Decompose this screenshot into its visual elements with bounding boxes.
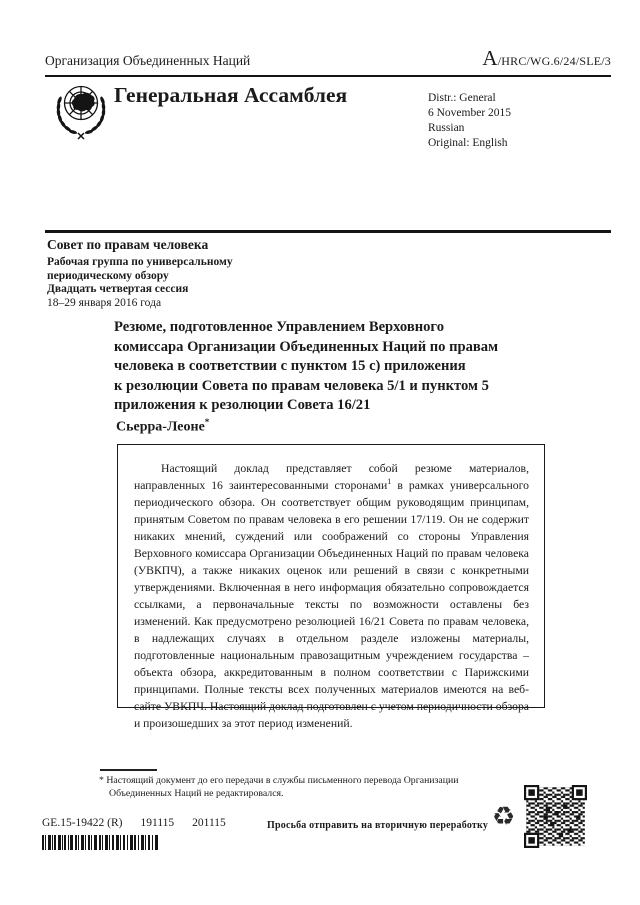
title-line: человека в соответствии с пунктом 15 c) приложения xyxy=(114,358,466,374)
working-group-line1: Рабочая группа по универсальному xyxy=(47,256,233,268)
session-block xyxy=(47,237,233,310)
header-divider-thick xyxy=(45,230,611,233)
footnote-text: Настоящий документ до его передачи в службы письменного перевода Организации Объединенных Наций не редактировался. xyxy=(103,775,459,799)
language-line: Russian xyxy=(428,122,465,134)
document-title xyxy=(114,318,604,416)
country-name: Сьерра-Леоне xyxy=(116,419,205,435)
footnote xyxy=(99,775,465,800)
summary-text-start: Настоящий доклад представляет собой резюме материалов, направленных 16 заинтересованными сторонами xyxy=(134,462,529,492)
barcode-image xyxy=(42,835,160,855)
un-emblem-icon xyxy=(52,80,110,147)
document-symbol xyxy=(482,46,611,70)
qr-code-image xyxy=(523,785,588,853)
recycle-icon: ♻ xyxy=(492,802,516,832)
session-number: Двадцать четвертая сессия xyxy=(47,283,189,295)
distr-line: Distr.: General xyxy=(428,92,496,104)
header-divider-thin xyxy=(45,75,611,77)
country-title xyxy=(116,417,209,436)
original-language-line: Original: English xyxy=(428,137,508,149)
doc-date2: 201115 xyxy=(192,817,226,829)
doc-id: GE.15-19422 (R) xyxy=(42,817,123,829)
recycle-notice: Просьба отправить на вторичную переработку xyxy=(267,820,489,831)
summary-box xyxy=(117,444,545,730)
working-group-line2: периодическому обзору xyxy=(47,269,169,282)
doc-date1: 191115 xyxy=(140,817,175,829)
footnote-marker: * xyxy=(99,775,104,786)
summary-paragraph xyxy=(134,460,529,732)
title-line: приложения к резолюции Совета 16/21 xyxy=(114,397,371,413)
header-top-row xyxy=(45,46,611,70)
summary-footnote-ref: 1 xyxy=(387,477,392,487)
document-id-line xyxy=(42,817,226,829)
country-footnote-marker: * xyxy=(204,417,210,427)
footnote-divider xyxy=(100,769,157,771)
session-dates: 18–29 января 2016 года xyxy=(47,296,162,309)
org-name: Организация Объединенных Наций xyxy=(45,53,251,68)
title-line: к резолюции Совета по правам человека 5/1 и пунктом 5 xyxy=(114,377,489,394)
document-symbol-rest: /HRC/WG.6/24/SLE/3 xyxy=(497,54,611,68)
document-symbol-initial: A xyxy=(482,46,498,70)
date-line: 6 November 2015 xyxy=(428,107,512,119)
summary-text-end: в рамках универсального периодического обзора. Он соответствует общим руководящим принципам, принятым Советом по правам человека в его решении 17/119. Он не содержит никаких мнений, суждений или соображений со стороны Управления Верховного комиссара Организации Объединенных Наций по правам человека (УВКПЧ), а также никаких оценок или решений в связи с конкретными утверждениями. Включенная в него информация обязательно сопровождается ссылками, а первоначальные тексты по возможности оставлены без изменений. Как предусмотрено резолюцией 16/21 Совета по правам человека, в надлежащих случаях в отдельном разделе изложены материалы, подготовленные национальным правозащитным учреждением государства – объекта обзора, аккредитованным в полном соответствии с Парижскими принципами. Полные тексты всех полученных материалов имеются на веб-сайте УВКПЧ. Настоящий доклад подготовлен с учетом периодичности обзора и произошедших за этот период изменений. xyxy=(134,479,529,730)
title-line: Резюме, подготовленное Управлением Верховного xyxy=(114,319,444,335)
council-title: Совет по правам человека xyxy=(47,237,209,252)
distribution-block xyxy=(428,91,511,151)
assembly-title: Генеральная Ассамблея xyxy=(114,83,348,107)
title-line: комиссара Организации Объединенных Наций по правам xyxy=(114,338,499,355)
